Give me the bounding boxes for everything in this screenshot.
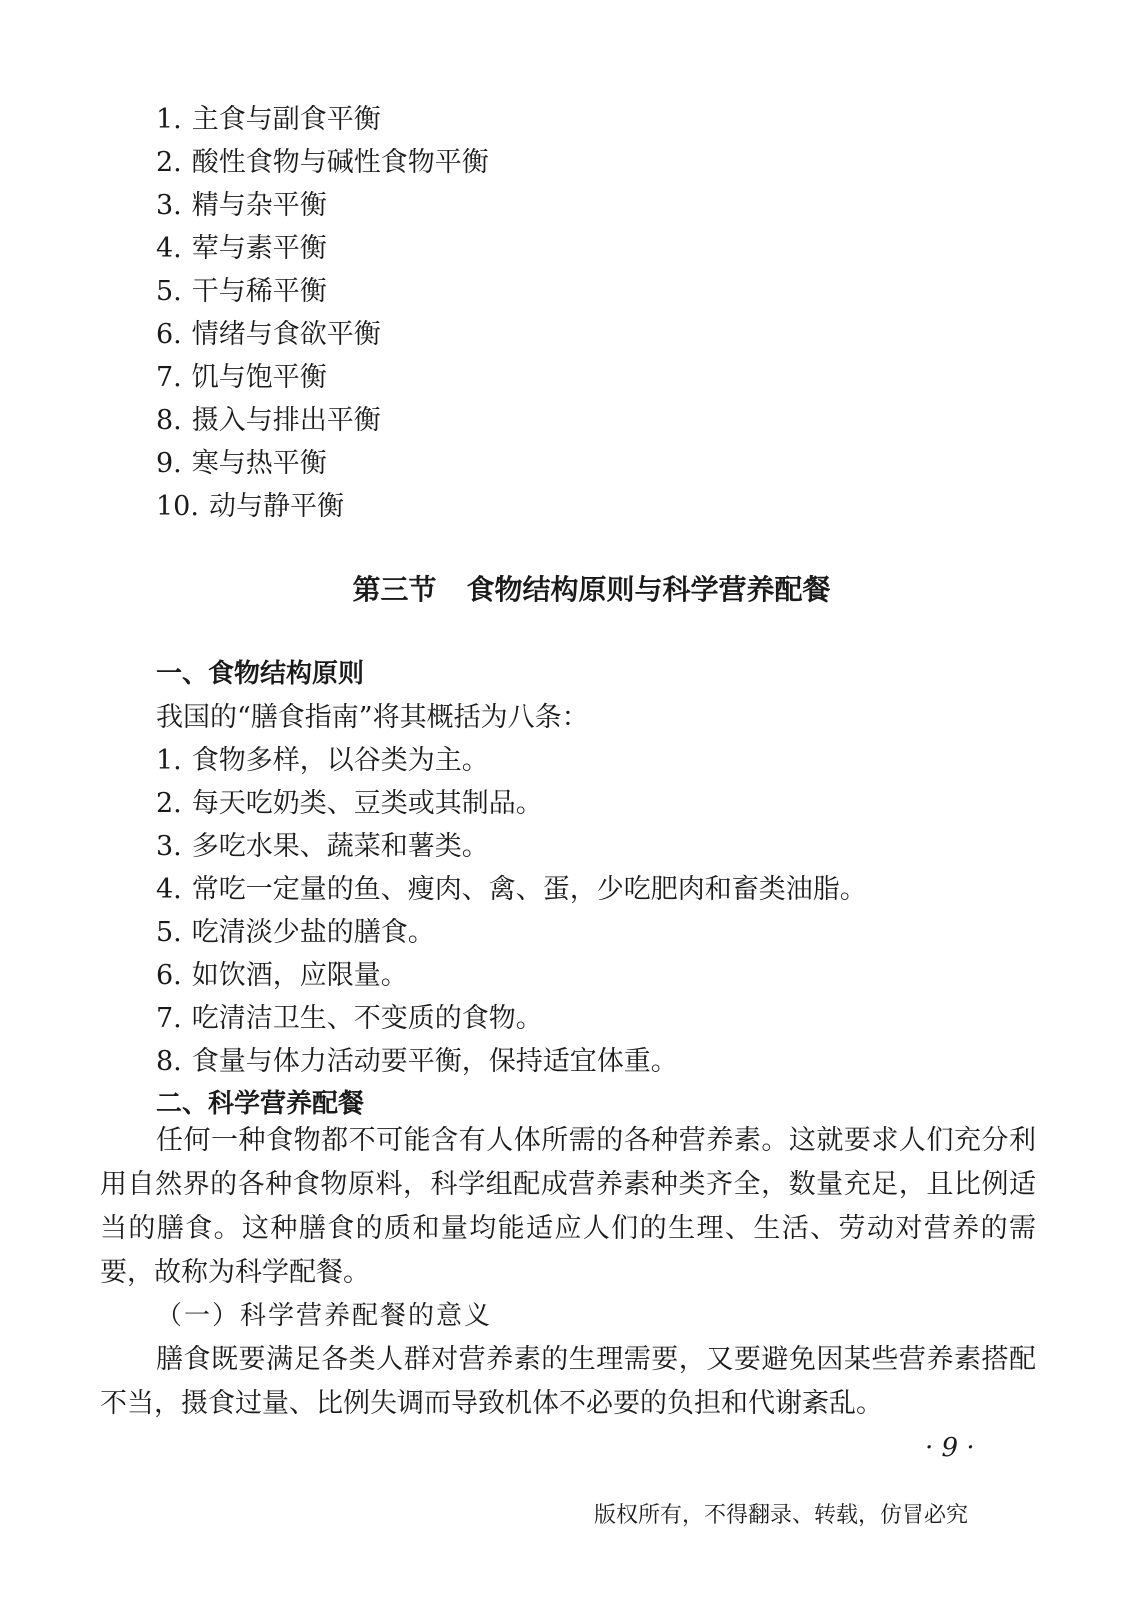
item-number: 7. — [156, 362, 182, 393]
list-item — [156, 399, 489, 442]
item-text: 常吃一定量的鱼、瘦肉、禽、蛋，少吃肥肉和畜类油脂。 — [191, 874, 867, 905]
item-text: 吃清洁卫生、不变质的食物。 — [191, 1003, 543, 1034]
list-item — [156, 313, 489, 356]
guideline-list — [156, 739, 1036, 1083]
list-item — [156, 227, 489, 270]
list-item — [156, 868, 1036, 911]
list-item — [156, 98, 489, 141]
item-text: 如饮酒，应限量。 — [191, 960, 408, 991]
item-number: 2. — [156, 147, 182, 178]
item-text: 动与静平衡 — [208, 491, 344, 522]
item-number: 6. — [156, 319, 182, 350]
item-number: 3. — [156, 831, 182, 862]
list-item — [156, 184, 489, 227]
item-text: 寒与热平衡 — [191, 448, 327, 479]
item-number: 8. — [156, 1046, 182, 1077]
section-number: 第三节 — [352, 573, 437, 606]
item-text: 多吃水果、蔬菜和薯类。 — [191, 831, 489, 862]
balance-list — [156, 98, 489, 528]
item-number: 10. — [156, 491, 199, 522]
item-number: 7. — [156, 1003, 182, 1034]
food-structure-section — [156, 653, 1036, 1126]
item-number: 5. — [156, 917, 182, 948]
item-text: 饥与饱平衡 — [191, 362, 327, 393]
item-number: 1. — [156, 745, 182, 776]
list-item — [156, 997, 1036, 1040]
item-number: 9. — [156, 448, 182, 479]
list-item — [156, 954, 1036, 997]
heading-food-structure: 一、食物结构原则 — [156, 659, 365, 689]
item-number: 2. — [156, 788, 182, 819]
item-number: 4. — [156, 874, 182, 905]
list-item — [156, 270, 489, 313]
section-title — [0, 568, 1131, 612]
page-number: · 9 · — [925, 1433, 975, 1463]
item-text: 食物多样，以谷类为主。 — [191, 745, 489, 776]
item-number: 8. — [156, 405, 182, 436]
list-item — [156, 911, 1036, 954]
item-number: 4. — [156, 233, 182, 264]
section-title-text: 食物结构原则与科学营养配餐 — [466, 573, 831, 606]
list-item — [156, 485, 489, 528]
item-text: 情绪与食欲平衡 — [191, 319, 381, 350]
item-number: 3. — [156, 190, 182, 221]
copyright-notice: 版权所有，不得翻录、转载，仿冒必究 — [594, 1503, 969, 1528]
body-paragraph: 膳食既要满足各类人群对营养素的生理需要，又要避免因某些营养素搭配不当，摄食过量、比例失调而导致机体不必要的负担和代谢紊乱。 — [100, 1344, 1036, 1419]
list-item — [156, 1040, 1036, 1083]
item-text: 干与稀平衡 — [191, 276, 327, 307]
heading-nutrition-catering: 二、科学营养配餐 — [156, 1089, 365, 1119]
item-text: 每天吃奶类、豆类或其制品。 — [191, 788, 543, 819]
body-paragraph: 任何一种食物都不可能含有人体所需的各种营养素。这就要求人们充分利用自然界的各种食物原料，科学组配成营养素种类齐全，数量充足，且比例适当的膳食。这种膳食的质和量均能适应人们的生理、生活、劳动对营养的需要，故称为科学配餐。 — [100, 1125, 1036, 1288]
item-text: 酸性食物与碱性食物平衡 — [191, 147, 489, 178]
list-item — [156, 356, 489, 399]
list-item — [156, 141, 489, 184]
list-item — [156, 739, 1036, 782]
item-number: 1. — [156, 104, 182, 135]
list-item — [156, 442, 489, 485]
item-text: 食量与体力活动要平衡，保持适宜体重。 — [191, 1046, 678, 1077]
subheading-significance: （一）科学营养配餐的意义 — [156, 1301, 493, 1331]
item-text: 精与杂平衡 — [191, 190, 327, 221]
item-text: 荤与素平衡 — [191, 233, 327, 264]
intro-text: 我国的“膳食指南”将其概括为八条： — [156, 702, 589, 733]
list-item — [156, 825, 1036, 868]
item-number: 6. — [156, 960, 182, 991]
item-text: 吃清淡少盐的膳食。 — [191, 917, 435, 948]
item-text: 摄入与排出平衡 — [191, 405, 381, 436]
item-text: 主食与副食平衡 — [191, 104, 381, 135]
item-number: 5. — [156, 276, 182, 307]
list-item — [156, 782, 1036, 825]
